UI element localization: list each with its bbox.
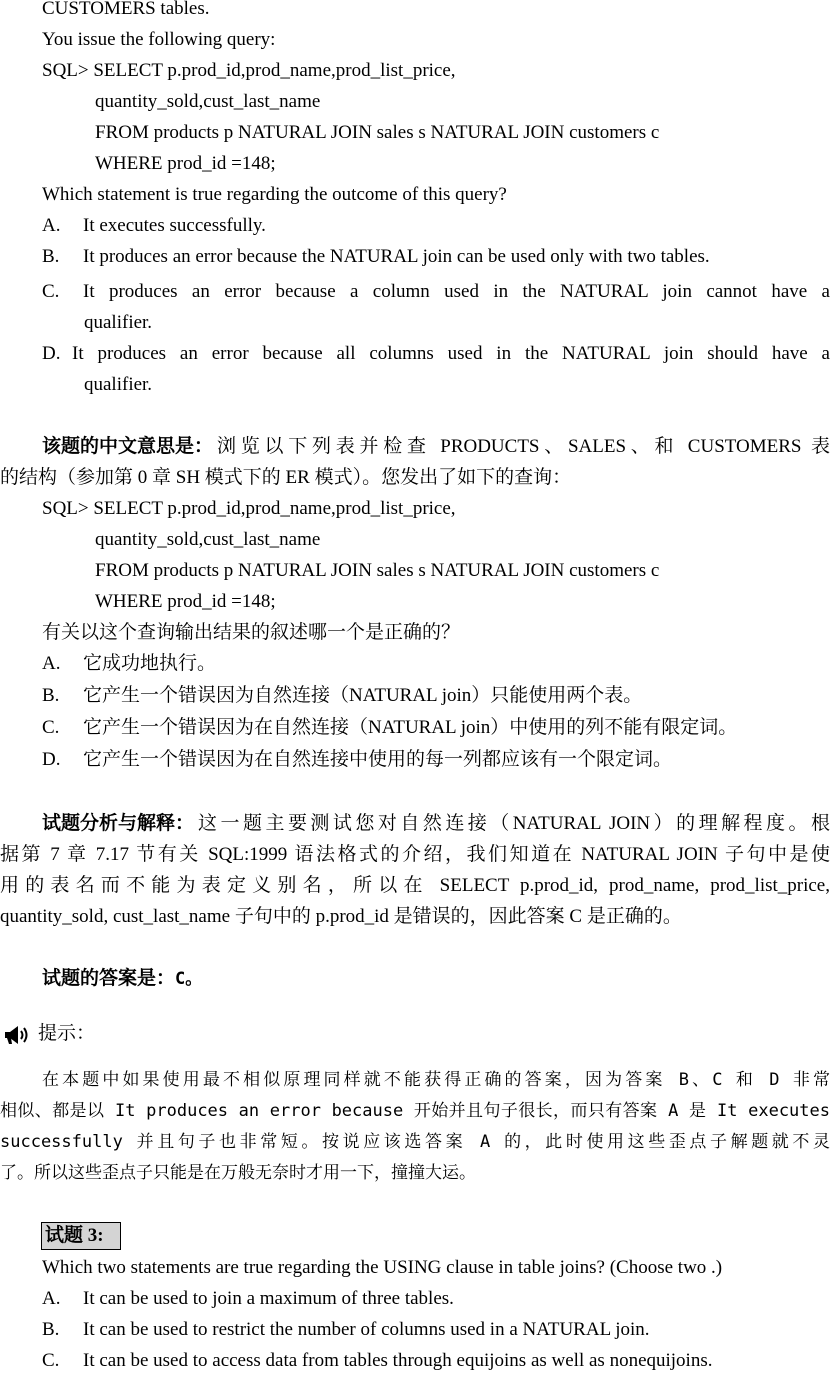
sql-line: quantity_sold,cust_last_name [95, 529, 321, 550]
sql-line: quantity_sold,cust_last_name [95, 91, 321, 112]
option-text: It produces an error because all columns used in the NATURAL join should have a [72, 343, 830, 364]
option-letter: C. [42, 281, 60, 302]
analysis-line: 用的表名而不能为表定义别名，所以在 SELECT p.prod_id, prod_name, prod_list_price, [0, 875, 830, 896]
option-letter: A. [42, 653, 61, 674]
q3-option-c [42, 1349, 712, 1373]
option-b [42, 245, 710, 269]
analysis-line: 据第 7 章 7.17 节有关 SQL:1999 语法格式的介绍，我们知道在 NATURAL JOIN 子句中是使 [0, 844, 830, 865]
q3-option-b [42, 1318, 650, 1342]
cn-option-a [42, 652, 216, 676]
sql-line: SQL> SELECT p.prod_id,prod_name,prod_list_price, [42, 498, 456, 519]
option-a [42, 214, 266, 238]
tip-line: successfully 并且句子也非常短。按说应该选答案 A 的，此时使用这些歪点子解题就不灵 [0, 1132, 830, 1152]
question-3-title: 试题 3: [41, 1222, 121, 1250]
cn-intro [42, 435, 830, 459]
option-text: 它产生一个错误因为在自然连接（NATURAL join）中使用的列不能有限定词。 [83, 717, 738, 738]
option-d [42, 342, 830, 366]
option-text: 它产生一个错误因为在自然连接中使用的每一列都应该有一个限定词。 [83, 749, 673, 770]
answer-value: C。 [175, 969, 203, 989]
analysis-line: quantity_sold, cust_last_name 子句中的 p.prod_id 是错误的，因此答案 C 是正确的。 [0, 906, 682, 927]
sql-line: SQL> SELECT p.prod_id,prod_name,prod_list_price, [42, 60, 456, 81]
option-letter: B. [42, 1319, 60, 1340]
option-text: 它产生一个错误因为自然连接（NATURAL join）只能使用两个表。 [83, 685, 643, 706]
cn-option-b [42, 684, 642, 708]
option-letter: C. [42, 717, 60, 738]
option-letter: A. [42, 1288, 61, 1309]
intro-tail: CUSTOMERS tables. [42, 0, 210, 19]
option-text: It can be used to join a maximum of three tables. [83, 1288, 454, 1309]
question-text: Which statement is true regarding the outcome of this query? [42, 184, 507, 205]
sql-line: FROM products p NATURAL JOIN sales s NATURAL JOIN customers c [95, 122, 660, 143]
question-text: Which two statements are true regarding the USING clause in table joins? (Choose two .) [42, 1257, 723, 1278]
option-letter: A. [42, 215, 61, 236]
cn-intro-text: 浏览以下列表并检查 PRODUCTS、SALES、和 CUSTOMERS 表 [217, 436, 830, 457]
tip-line: 了。所以这些歪点子只能是在万般无奈时才用一下，撞撞大运。 [0, 1163, 476, 1183]
tip-label: 提示： [38, 1023, 96, 1044]
cn-option-d [42, 748, 672, 772]
option-text: It can be used to restrict the number of columns used in a NATURAL join. [83, 1319, 650, 1340]
q3-option-a [42, 1287, 454, 1311]
option-text: It produces an error because the NATURAL join can be used only with two tables. [83, 246, 710, 267]
option-letter: C. [42, 1350, 60, 1371]
option-letter: D. [42, 343, 61, 364]
analysis-text: 这一题主要测试您对自然连接（NATURAL JOIN）的理解程度。根 [198, 813, 830, 834]
cn-option-c [42, 716, 737, 740]
megaphone-icon [3, 1023, 33, 1047]
answer-line [42, 967, 202, 991]
option-letter: B. [42, 246, 60, 267]
option-text: It executes successfully. [83, 215, 266, 236]
cn-label: 该题的中文意思是： [42, 436, 214, 457]
tip-line: 相似、都是以 It produces an error because 开始并且句子很长，而只有答案 A 是 It executes [0, 1101, 830, 1121]
option-letter: B. [42, 685, 60, 706]
cn-question: 有关以这个查询输出结果的叙述哪一个是正确的？ [42, 622, 461, 643]
option-c [42, 280, 830, 304]
sql-line: WHERE prod_id =148; [95, 153, 276, 174]
sql-line: FROM products p NATURAL JOIN sales s NATURAL JOIN customers c [95, 560, 660, 581]
cn-intro-line2: 的结构（参加第 0 章 SH 模式下的 ER 模式）。您发出了如下的查询： [0, 467, 572, 488]
issue-line: You issue the following query: [42, 29, 276, 50]
option-text: It produces an error because a column used in the NATURAL join cannot have a [83, 281, 830, 302]
tip-line: 在本题中如果使用最不相似原理同样就不能获得正确的答案，因为答案 B、C 和 D 非常 [42, 1070, 830, 1090]
option-text: 它成功地执行。 [83, 653, 217, 674]
sql-line: WHERE prod_id =148; [95, 591, 276, 612]
analysis-intro [42, 812, 830, 836]
analysis-label: 试题分析与解释： [42, 813, 195, 834]
option-letter: D. [42, 749, 61, 770]
option-continuation: qualifier. [84, 312, 153, 333]
answer-label: 试题的答案是： [42, 968, 176, 989]
option-continuation: qualifier. [84, 374, 153, 395]
option-text: It can be used to access data from tables through equijoins as well as nonequijoins. [83, 1350, 713, 1371]
